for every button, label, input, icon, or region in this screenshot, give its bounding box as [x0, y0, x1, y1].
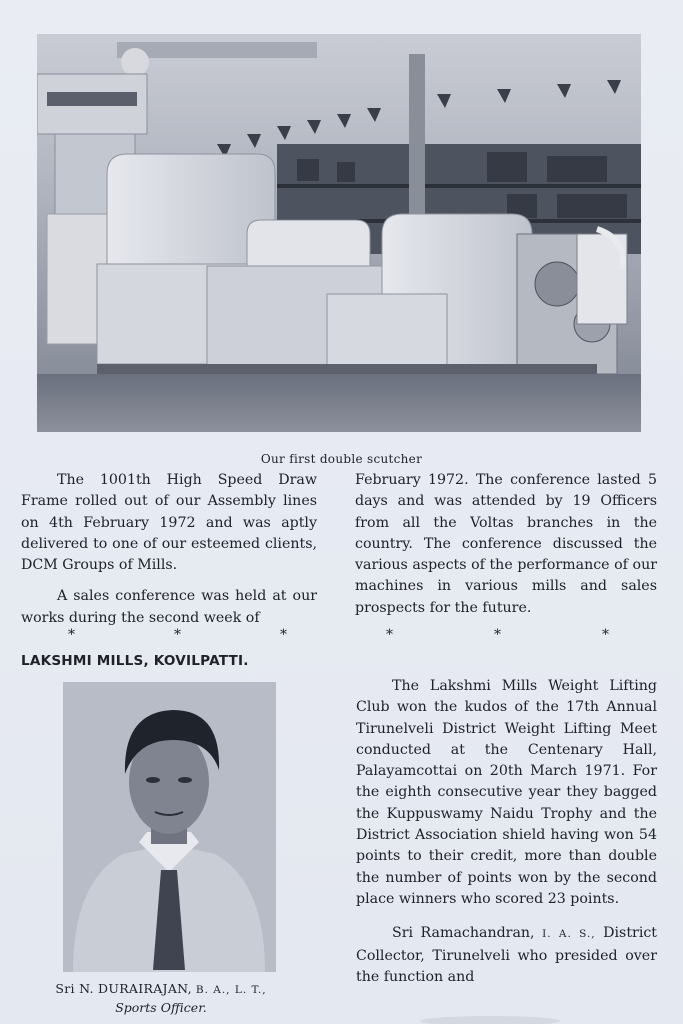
portrait-role: Sports Officer. [115, 1000, 207, 1015]
collector-title: I. A. S., [542, 928, 596, 941]
paragraph-draw-frame: The 1001th High Speed Draw Frame rolled out of our Assembly lines on 4th February 1972 and was aptly delivered to one of our esteemed clients, DCM Groups of Mills. [21, 472, 317, 574]
separator-star: * [602, 627, 609, 643]
double-scutcher-photo [37, 34, 641, 432]
separator-star: * [174, 627, 181, 643]
separator-star: * [68, 627, 75, 643]
star-separator [0, 627, 683, 647]
photo-caption: Our first double scutcher [260, 452, 423, 466]
machine-illustration [37, 34, 641, 432]
separator-star: * [494, 627, 501, 643]
paragraph-weight-lifting: The Lakshmi Mills Weight Lifting Club won the kudos of the 17th Annual Tirunelveli District Weight Lifting Meet conducted at the Centenary Hall, Palayamcottai on 20th March 1971. For the eighth consecutive year they bagged the Kuppuswamy Naidu Trophy and the District Association shield having won 54 points to their credit, more than double the number of points won by the second place winners who scored 23 points. [356, 678, 657, 907]
portrait-name: Sri N. DURAIRAJAN, [55, 981, 192, 996]
right-column-bottom [356, 676, 657, 988]
durairajan-portrait-photo [63, 682, 276, 972]
paragraph-conference-details: February 1972. The conference lasted 5 days and was attended by 19 Officers from all the Voltas branches in the country. The conference discussed the various aspects of the performance of our machines in various mills and sales prospects for the future. [355, 472, 657, 616]
paragraph-collector [356, 923, 657, 988]
section-heading: LAKSHMI MILLS, KOVILPATTI. [21, 653, 249, 669]
collector-rest: District Collector, Tirunelveli who presided over the function and [356, 925, 658, 985]
separator-star: * [280, 627, 287, 643]
portrait-caption [21, 980, 301, 1016]
left-column-top [21, 470, 317, 629]
separator-star: * [386, 627, 393, 643]
page-edge-mark [420, 1016, 560, 1024]
right-column-top [355, 470, 657, 619]
portrait-illustration [63, 682, 276, 972]
paragraph-sales-conference: A sales conference was held at our works during the second week of [21, 588, 317, 626]
collector-name: Sri Ramachandran, [392, 925, 535, 942]
portrait-credentials: B. A., L. T., [195, 984, 267, 996]
